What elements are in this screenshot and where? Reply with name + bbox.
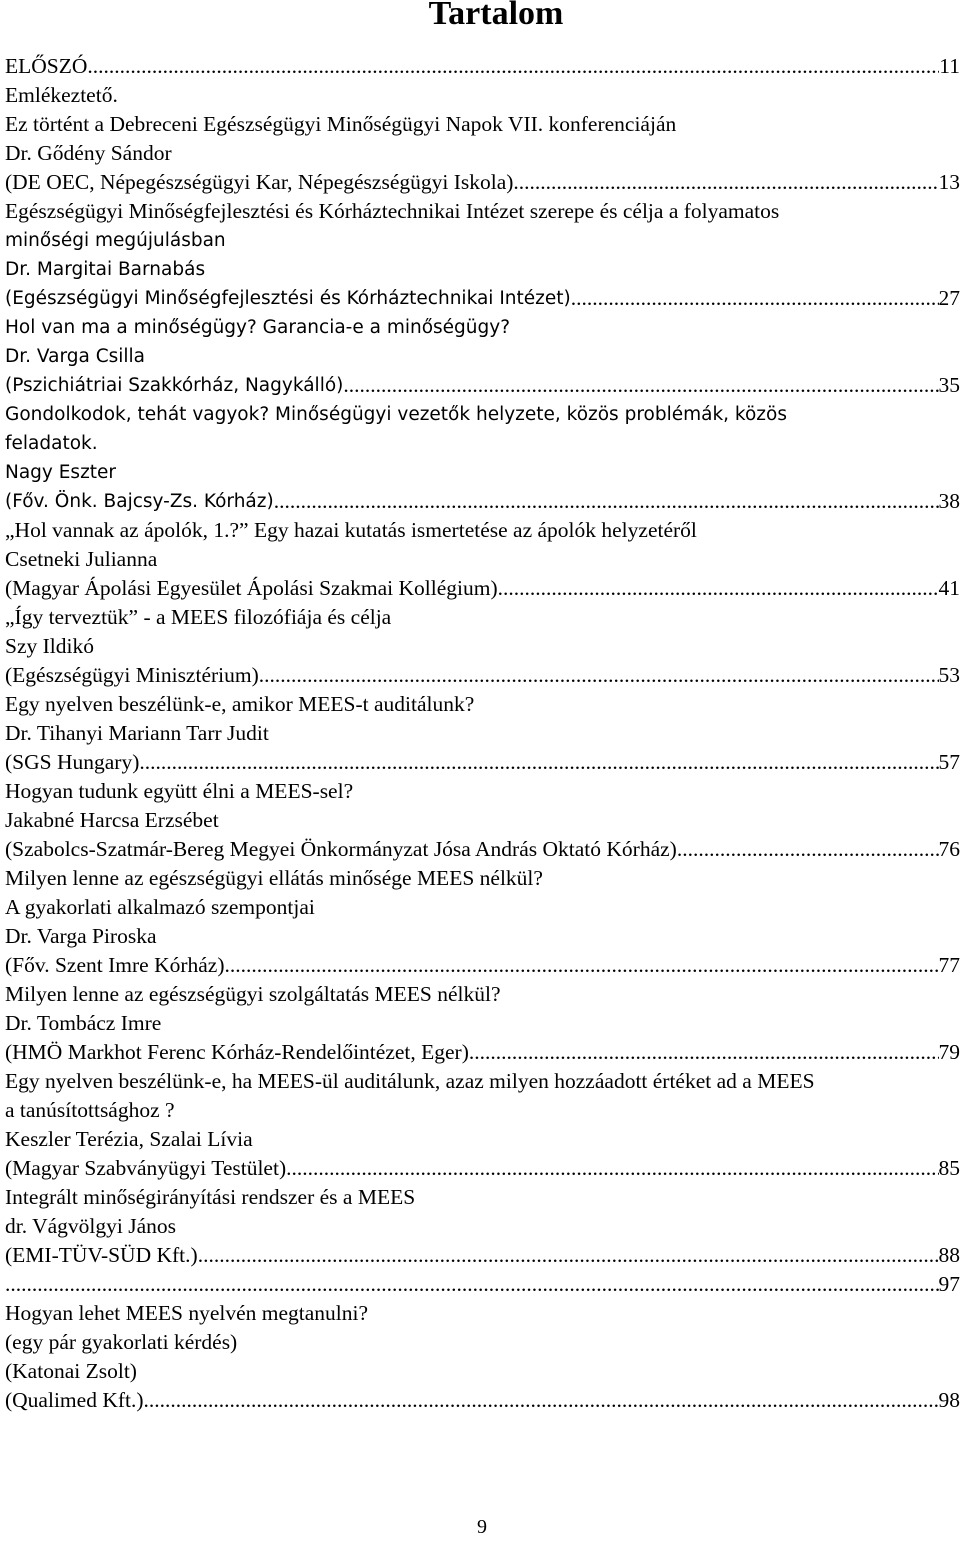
toc-entry <box>5 371 960 400</box>
toc-entry <box>5 139 960 168</box>
toc-leader-dots <box>139 748 938 777</box>
toc-entry-text: Csetneki Julianna <box>5 547 158 571</box>
toc-leader-dots <box>259 661 939 690</box>
page-number: 9 <box>477 1516 487 1538</box>
toc-entry <box>5 632 960 661</box>
toc-entry-text: Egy nyelven beszélünk-e, ha MEES-ül auditálunk, azaz milyen hozzáadott értéket ad a MEES <box>5 1069 815 1093</box>
toc-entry-text: „Így terveztük” - a MEES filozófiája és célja <box>5 605 392 629</box>
toc-entry-text: (SGS Hungary) <box>5 750 140 774</box>
toc-entry-text: a tanúsítottsághoz ? <box>5 1098 175 1122</box>
toc-entry <box>5 197 960 226</box>
toc-entry-text: (Egészségügyi Minőségfejlesztési és Kórháztechnikai Intézet) <box>5 288 571 309</box>
toc-entry <box>5 1038 960 1067</box>
toc-entry-text: Integrált minőségirányítási rendszer és a MEES <box>5 1185 416 1209</box>
toc-entry-text: Hol van ma a minőségügy? Garancia-e a minőségügy? <box>5 317 511 338</box>
toc-page-number: 98 <box>938 1388 960 1412</box>
toc-entry <box>5 458 960 487</box>
toc-entry-text: Egy nyelven beszélünk-e, amikor MEES-t auditálunk? <box>5 692 475 716</box>
toc-entry <box>5 951 960 980</box>
toc-entry-text: (Főv. Önk. Bajcsy-Zs. Kórház) <box>5 491 274 512</box>
toc-entry-text: Egészségügyi Minőségfejlesztési és Kórháztechnikai Intézet szerepe és célja a folyamatos <box>5 199 780 223</box>
toc-entry-text: Hogyan lehet MEES nyelvén megtanulni? <box>5 1301 369 1325</box>
toc-entry-text: (egy pár gyakorlati kérdés) <box>5 1330 238 1354</box>
toc-entry <box>5 1357 960 1386</box>
toc-entry <box>5 835 960 864</box>
toc-entry <box>5 313 960 342</box>
toc-leader-dots <box>498 574 939 603</box>
toc-entry <box>5 864 960 893</box>
toc-entry-text: ELŐSZÓ <box>5 54 88 78</box>
toc-page-number: 76 <box>938 837 960 861</box>
toc-page-number: 88 <box>938 1243 960 1267</box>
toc-entry <box>5 980 960 1009</box>
toc-entry <box>5 168 960 197</box>
toc-entry <box>5 487 960 516</box>
toc-entry-text: Dr. Tombácz Imre <box>5 1011 162 1035</box>
toc-entry <box>5 690 960 719</box>
toc-entry <box>5 1241 960 1270</box>
toc-page-number: 35 <box>938 373 960 397</box>
toc-page-number: 38 <box>938 489 960 513</box>
toc-entry-text: Dr. Varga Csilla <box>5 346 146 367</box>
toc-page-number: 41 <box>938 576 960 600</box>
toc-entry-text: (Magyar Szabványügyi Testület) <box>5 1156 287 1180</box>
toc-entry <box>5 1154 960 1183</box>
page-title: Tartalom <box>428 0 564 32</box>
toc-entry-text: (EMI-TÜV-SÜD Kft.) <box>5 1243 198 1267</box>
toc-entry <box>5 1299 960 1328</box>
toc-leader-dots <box>519 168 939 197</box>
toc-entry-text: Hogyan tudunk együtt élni a MEES-sel? <box>5 779 354 803</box>
toc-leader-dots <box>274 487 939 516</box>
toc-leader-dots <box>286 1154 938 1183</box>
toc-entry <box>5 110 960 139</box>
toc-entry <box>5 545 960 574</box>
toc-entry-text: feladatok. <box>5 433 98 454</box>
toc-leader-dots <box>225 951 939 980</box>
toc-page-number: 77 <box>938 953 960 977</box>
toc-entry <box>5 342 960 371</box>
toc-entry-text: (Főv. Szent Imre Kórház) <box>5 953 225 977</box>
toc-entry-text: Jakabné Harcsa Erzsébet <box>5 808 219 832</box>
toc-entry-text: Nagy Eszter <box>5 462 117 483</box>
toc-entry <box>5 893 960 922</box>
toc-page-number: 85 <box>938 1156 960 1180</box>
toc-page-number: 13 <box>938 170 960 194</box>
toc-leader-dots <box>198 1241 939 1270</box>
toc-entry <box>5 1328 960 1357</box>
toc-entry-text: (Magyar Ápolási Egyesület Ápolási Szakmai Kollégium) <box>5 576 498 600</box>
toc-entry-text: minőségi megújulásban <box>5 230 226 251</box>
toc-leader-dots <box>5 1270 939 1299</box>
toc-entry <box>5 1386 960 1415</box>
toc-entry <box>5 603 960 632</box>
toc-entry <box>5 81 960 110</box>
toc-entry-text: „Hol vannak az ápolók, 1.?” Egy hazai kutatás ismertetése az ápolók helyzetéről <box>5 518 697 542</box>
toc-entry-text: Keszler Terézia, Szalai Lívia <box>5 1127 253 1151</box>
toc-leader-dots <box>571 284 939 313</box>
toc-entry <box>5 400 960 429</box>
toc-page-number: 53 <box>938 663 960 687</box>
toc-page-number: 97 <box>938 1272 960 1296</box>
toc-entry-text: Milyen lenne az egészségügyi ellátás minősége MEES nélkül? <box>5 866 543 890</box>
toc-entry-text: (Egészségügyi Minisztérium) <box>5 663 259 687</box>
toc-entry <box>5 922 960 951</box>
toc-entry <box>5 1096 960 1125</box>
toc-entry <box>5 1212 960 1241</box>
toc-entry-text: Ez történt a Debreceni Egészségügyi Minőségügyi Napok VII. konferenciáján <box>5 112 677 136</box>
toc-entry-text: Dr. Gődény Sándor <box>5 141 172 165</box>
toc-page-number: 27 <box>938 286 960 310</box>
toc-leader-dots <box>343 371 938 400</box>
toc-leader-dots <box>677 835 939 864</box>
toc-leader-dots <box>469 1038 939 1067</box>
toc-entry-text: Gondolkodok, tehát vagyok? Minőségügyi vezetők helyzete, közös problémák, közös <box>5 404 787 425</box>
table-of-contents <box>5 52 960 1415</box>
toc-entry <box>5 661 960 690</box>
toc-entry-text: (Qualimed Kft.) <box>5 1388 144 1412</box>
toc-entry-text: A gyakorlati alkalmazó szempontjai <box>5 895 315 919</box>
toc-entry <box>5 1183 960 1212</box>
toc-entry-text: Szy Ildikó <box>5 634 94 658</box>
toc-page-number: 11 <box>939 54 960 78</box>
toc-entry <box>5 1270 960 1299</box>
toc-entry <box>5 1125 960 1154</box>
toc-entry-text: Dr. Tihanyi Mariann Tarr Judit <box>5 721 269 745</box>
toc-entry <box>5 806 960 835</box>
toc-entry-text: (HMÖ Markhot Ferenc Kórház-Rendelőintézet, Eger) <box>5 1040 469 1064</box>
toc-page-number: 79 <box>938 1040 960 1064</box>
toc-entry-text: Emlékeztető. <box>5 83 118 107</box>
toc-entry <box>5 574 960 603</box>
toc-entry-text: (Pszichiátriai Szakkórház, Nagykálló) <box>5 375 344 396</box>
toc-entry <box>5 429 960 458</box>
toc-entry-text: Dr. Varga Piroska <box>5 924 157 948</box>
toc-entry <box>5 777 960 806</box>
toc-entry-text: Dr. Margitai Barnabás <box>5 259 206 280</box>
toc-page-number: 57 <box>938 750 960 774</box>
toc-entry <box>5 226 960 255</box>
toc-entry <box>5 284 960 313</box>
toc-entry-text: (Szabolcs-Szatmár-Bereg Megyei Önkormányzat Jósa András Oktató Kórház) <box>5 837 677 861</box>
toc-entry <box>5 719 960 748</box>
toc-entry-text: (DE OEC, Népegészségügyi Kar, Népegészségügyi Iskola). <box>5 170 519 194</box>
toc-entry-text: dr. Vágvölgyi János <box>5 1214 177 1238</box>
toc-entry-text: (Katonai Zsolt) <box>5 1359 137 1383</box>
toc-entry-text: Milyen lenne az egészségügyi szolgáltatás MEES nélkül? <box>5 982 501 1006</box>
toc-entry <box>5 255 960 284</box>
toc-entry <box>5 1067 960 1096</box>
toc-entry <box>5 516 960 545</box>
toc-entry <box>5 748 960 777</box>
toc-entry <box>5 52 960 81</box>
toc-leader-dots <box>144 1386 939 1415</box>
toc-leader-dots <box>87 52 939 81</box>
toc-entry <box>5 1009 960 1038</box>
